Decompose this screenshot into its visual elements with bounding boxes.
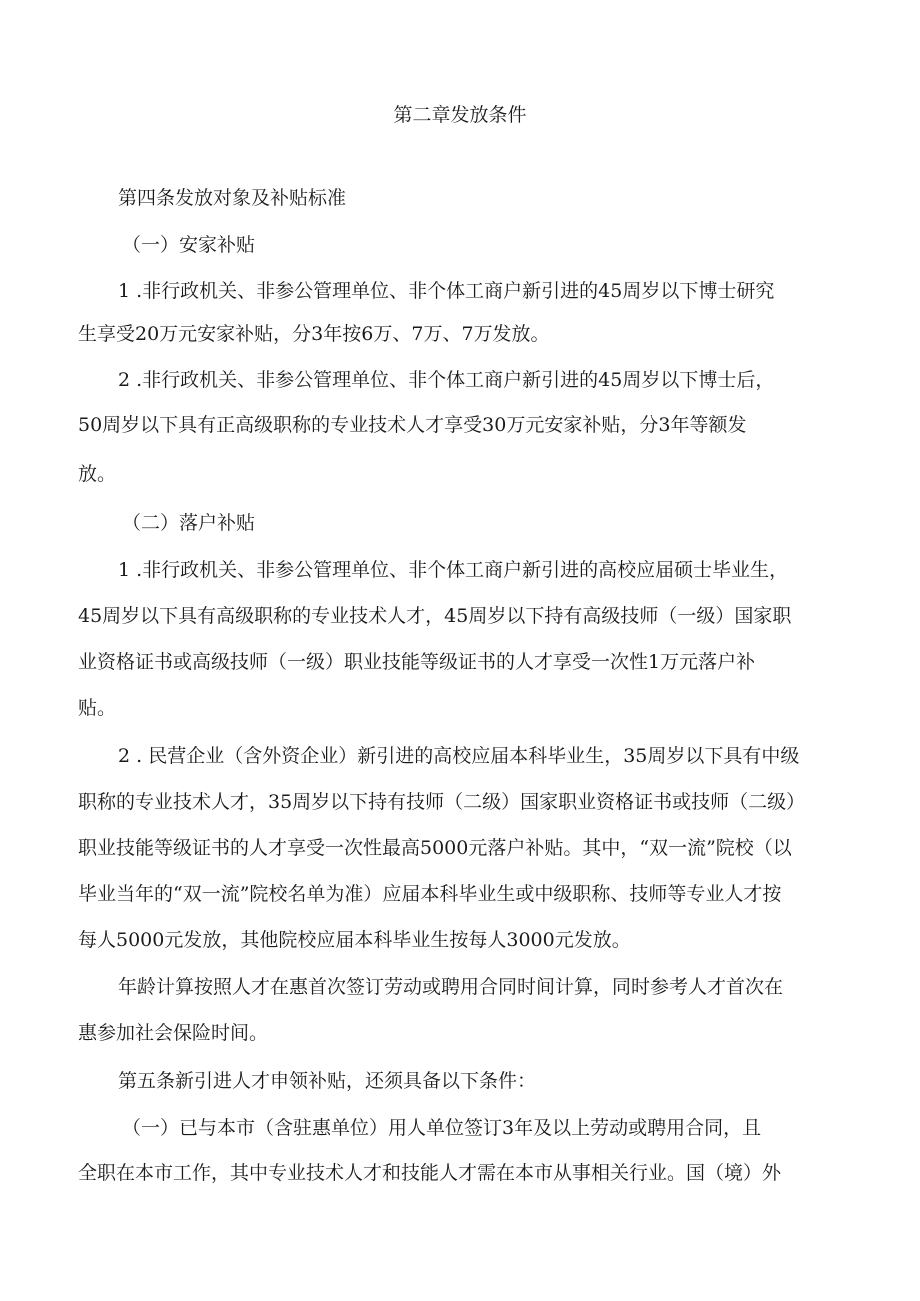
paragraph-line: 1 .非行政机关、非参公管理单位、非个体工商户新引进的高校应届硕士毕业生， — [118, 559, 789, 581]
paragraph-line: 2 . 民营企业（含外资企业）新引进的高校应届本科毕业生，35周岁以下具有中级 — [118, 745, 800, 767]
paragraph-line: 全职在本市工作，其中专业技术人才和技能人才需在本市从事相关行业。国（境）外 — [78, 1162, 782, 1184]
article-4-heading: 第四条发放对象及补贴标准 — [118, 187, 347, 209]
paragraph-line: 职业技能等级证书的人才享受一次性最高5000元落户补贴。其中，“双一流”院校（以 — [78, 837, 792, 859]
paragraph-line: 贴。 — [78, 697, 117, 719]
paragraph-line: （一）已与本市（含驻惠单位）用人单位签订3年及以上劳动或聘用合同，且 — [122, 1117, 762, 1139]
paragraph-line: 45周岁以下具有高级职称的专业技术人才，45周岁以下持有高级技师（一级）国家职 — [78, 605, 792, 627]
paragraph-line: 1 .非行政机关、非参公管理单位、非个体工商户新引进的45周岁以下博士研究 — [118, 280, 775, 302]
paragraph-line: 每人5000元发放，其他院校应届本科毕业生按每人3000元发放。 — [78, 929, 631, 951]
paragraph-line: 50周岁以下具有正高级职称的专业技术人才享受30万元安家补贴，分3年等额发 — [78, 414, 747, 436]
article-5-heading: 第五条新引进人才申领补贴，还须具备以下条件： — [118, 1070, 537, 1092]
paragraph-line: 惠参加社会保险时间。 — [78, 1022, 269, 1044]
section-2-heading: （二）落户补贴 — [122, 512, 256, 534]
section-1-heading: （一）安家补贴 — [122, 234, 256, 256]
paragraph-line: 生享受20万元安家补贴，分3年按6万、7万、7万发放。 — [78, 323, 550, 345]
paragraph-line: 放。 — [78, 463, 117, 485]
paragraph-line: 毕业当年的“双一流”院校名单为准）应届本科毕业生或中级职称、技师等专业人才按 — [78, 883, 782, 905]
paragraph-line: 业资格证书或高级技师（一级）职业技能等级证书的人才享受一次性1万元落户补 — [78, 651, 756, 673]
paragraph-line: 2 .非行政机关、非参公管理单位、非个体工商户新引进的45周岁以下博士后， — [118, 369, 775, 391]
paragraph-line: 职称的专业技术人才，35周岁以下持有技师（二级）国家职业资格证书或技师（二级） — [78, 791, 806, 813]
paragraph-line: 年龄计算按照人才在惠首次签订劳动或聘用合同时间计算，同时参考人才首次在 — [118, 976, 784, 998]
chapter-title: 第二章发放条件 — [393, 104, 527, 126]
